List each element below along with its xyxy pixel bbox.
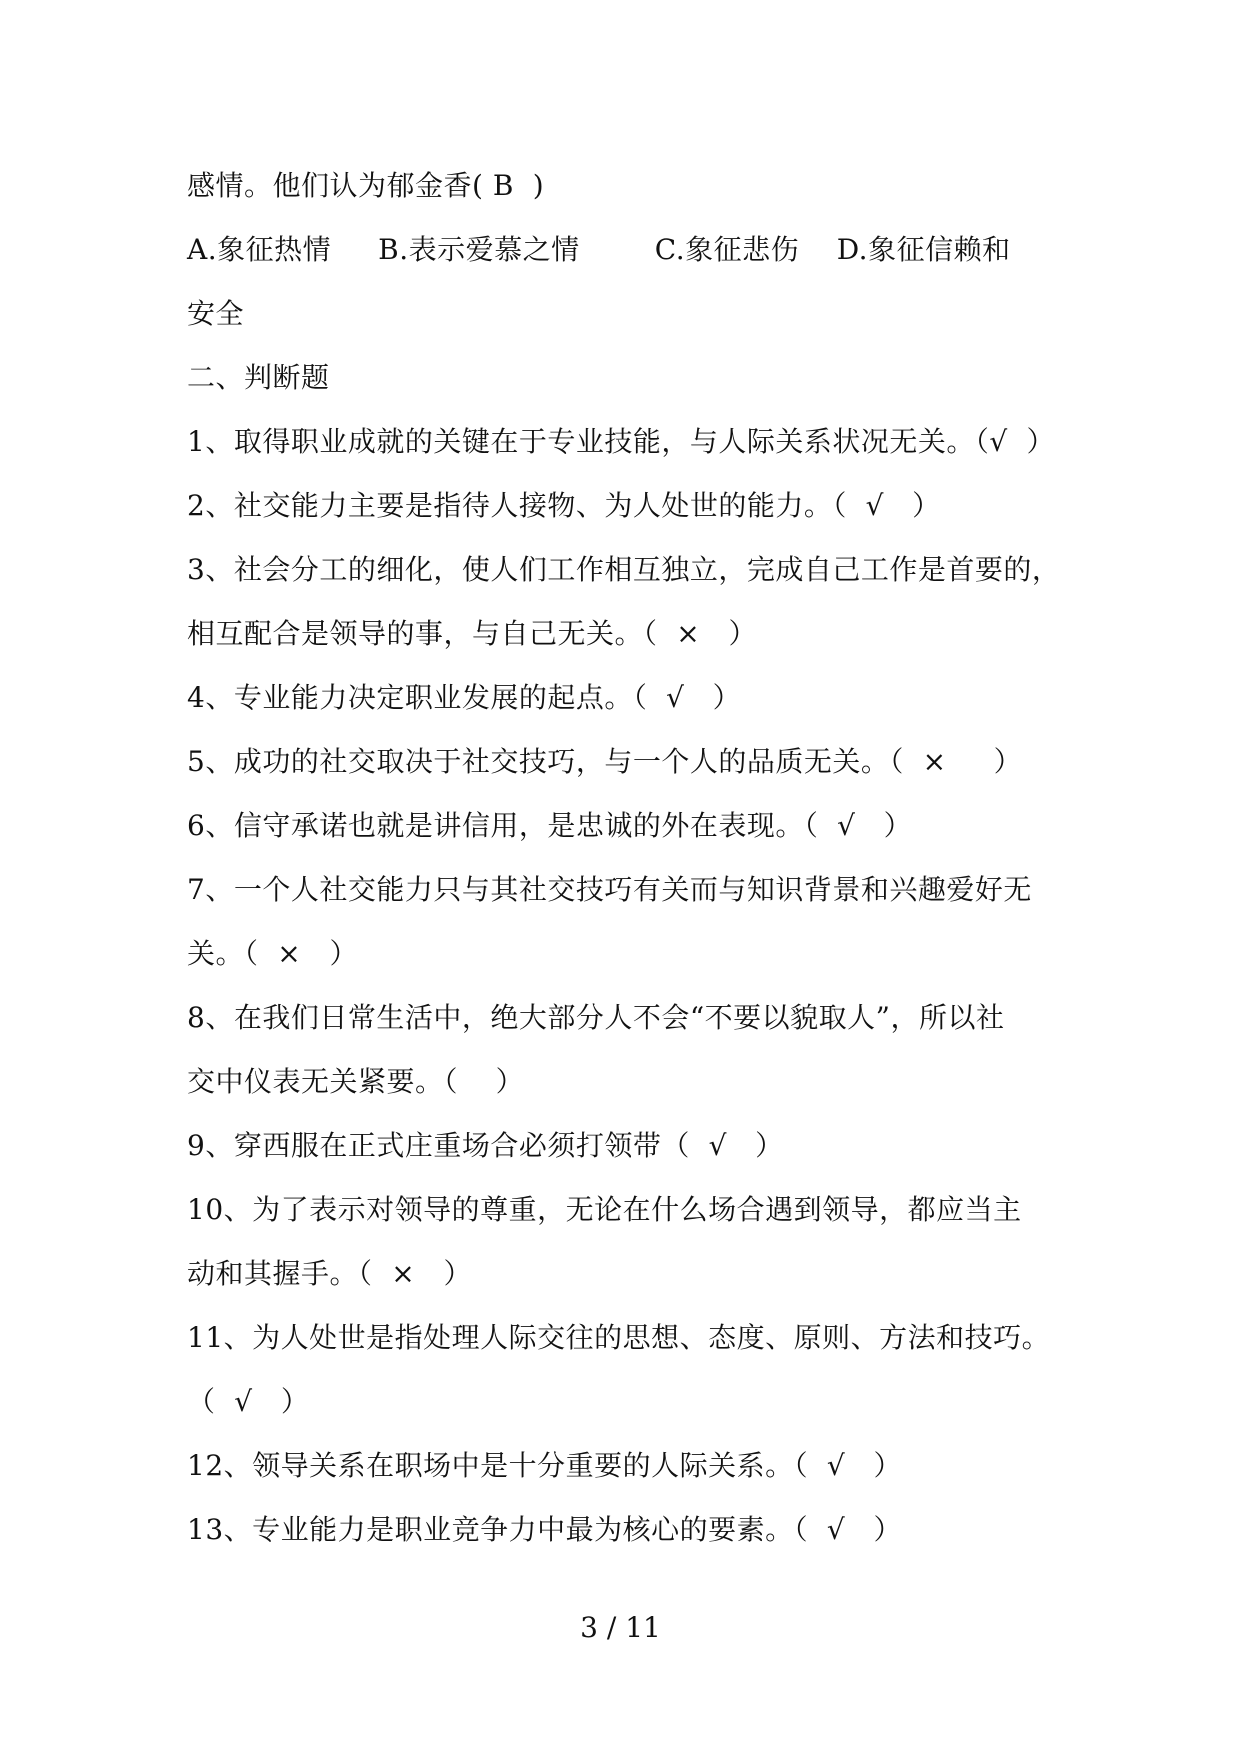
question-7-line-1: 7、一个人社交能力只与其社交技巧有关而与知识背景和兴趣爱好无 (187, 873, 1032, 906)
text-line-1: 感情。他们认为郁金香( B ) (187, 169, 545, 202)
question-13: 13、专业能力是职业竞争力中最为核心的要素。（ √ ） (187, 1513, 902, 1546)
question-1: 1、取得职业成就的关键在于专业技能，与人际关系状况无关。（√ ） (187, 425, 1055, 458)
question-2: 2、社交能力主要是指待人接物、为人处世的能力。（ √ ） (187, 489, 941, 522)
question-5: 5、成功的社交取决于社交技巧，与一个人的品质无关。（ × ） (187, 745, 1023, 778)
question-8-line-1: 8、在我们日常生活中，绝大部分人不会“不要以貌取人”，所以社 (187, 1001, 1005, 1034)
question-11-line-1: 11、为人处世是指处理人际交往的思想、态度、原则、方法和技巧。 (187, 1321, 1051, 1354)
text-line-3: 安全 (187, 297, 245, 330)
question-11-line-2: （ √ ） (187, 1385, 310, 1418)
question-7-line-2: 关。（ × ） (187, 937, 358, 970)
text-line-2: A.象征热情 B.表示爱慕之情 C.象征悲伤 D.象征信赖和 (187, 233, 1011, 266)
question-10-line-2: 动和其握手。（ × ） (187, 1257, 472, 1290)
question-8-line-2: 交中仪表无关紧要。（ ） (187, 1065, 525, 1098)
question-4: 4、专业能力决定职业发展的起点。（ √ ） (187, 681, 742, 714)
question-9: 9、穿西服在正式庄重场合必须打领带（ √ ） (187, 1129, 784, 1162)
section-heading: 二、判断题 (187, 361, 330, 394)
question-3-line-2: 相互配合是领导的事，与自己无关。（ × ） (187, 617, 757, 650)
question-10-line-1: 10、为了表示对领导的尊重，无论在什么场合遇到领导，都应当主 (187, 1193, 1022, 1226)
question-3-line-1: 3、社会分工的细化，使人们工作相互独立，完成自己工作是首要的， (187, 553, 1061, 586)
page-number: 3 / 11 (580, 1611, 661, 1644)
question-12: 12、领导关系在职场中是十分重要的人际关系。（ √ ） (187, 1449, 902, 1482)
question-6: 6、信守承诺也就是讲信用，是忠诚的外在表现。（ √ ） (187, 809, 913, 842)
